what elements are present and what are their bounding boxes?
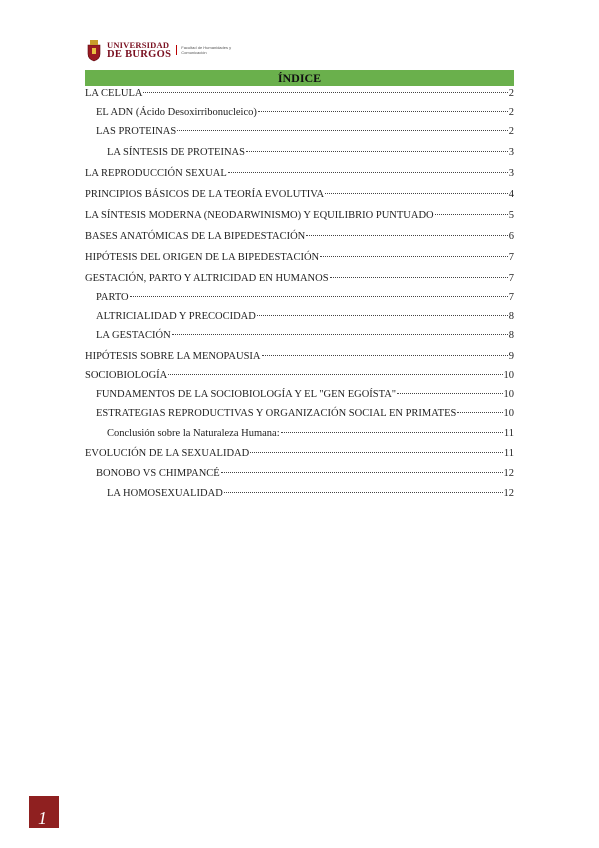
toc-entry[interactable] xyxy=(85,250,514,266)
toc-entry[interactable] xyxy=(85,368,514,384)
toc-leader-dots xyxy=(457,412,502,413)
toc-entry-label: EVOLUCIÓN DE LA SEXUALIDAD xyxy=(85,448,250,459)
toc-leader-dots xyxy=(224,492,503,493)
university-crest-icon xyxy=(85,38,103,62)
toc-entry[interactable] xyxy=(107,426,514,442)
university-name-line1: UNIVERSIDAD xyxy=(107,40,170,50)
toc-entry[interactable] xyxy=(85,349,514,365)
toc-leader-dots xyxy=(168,374,502,375)
toc-entry-page: 6 xyxy=(508,231,514,242)
toc-entry-page: 2 xyxy=(508,88,514,99)
toc-entry-page: 3 xyxy=(508,147,514,158)
toc-leader-dots xyxy=(172,334,508,335)
toc-entry[interactable] xyxy=(96,406,514,422)
toc-leader-dots xyxy=(250,452,503,453)
toc-entry-page: 12 xyxy=(503,488,514,499)
toc-entry-label: LA SÍNTESIS DE PROTEINAS xyxy=(107,147,245,158)
toc-entry-label: LA GESTACIÓN xyxy=(96,330,171,341)
toc-entry-page: 11 xyxy=(503,448,514,459)
toc-entry[interactable] xyxy=(96,124,514,140)
toc-entry[interactable] xyxy=(96,290,514,306)
toc-entry[interactable] xyxy=(85,86,514,102)
toc-leader-dots xyxy=(435,214,508,215)
toc-entry-label: PRINCIPIOS BÁSICOS DE LA TEORÍA EVOLUTIVA xyxy=(85,189,325,200)
university-name xyxy=(107,41,171,59)
toc-entry-page: 12 xyxy=(503,468,514,479)
toc-entry[interactable] xyxy=(107,145,514,161)
university-header xyxy=(85,36,231,64)
toc-entry-page: 7 xyxy=(508,273,514,284)
toc-entry-label: HIPÓTESIS SOBRE LA MENOPAUSIA xyxy=(85,351,261,362)
toc-entry-page: 2 xyxy=(508,107,514,118)
toc-leader-dots xyxy=(221,472,503,473)
toc-leader-dots xyxy=(258,111,508,112)
toc-entry-label: LA HOMOSEXUALIDAD xyxy=(107,488,223,499)
toc-entry[interactable] xyxy=(107,486,514,502)
toc-entry-label: Conclusión sobre la Naturaleza Humana: xyxy=(107,428,280,439)
toc-entry[interactable] xyxy=(85,271,514,287)
toc-entry-page: 7 xyxy=(508,252,514,263)
university-name-line2: DE BURGOS xyxy=(107,49,172,60)
toc-leader-dots xyxy=(320,256,508,257)
toc-entry-page: 8 xyxy=(508,311,514,322)
toc-entry[interactable] xyxy=(85,166,514,182)
toc-entry[interactable] xyxy=(96,466,514,482)
toc-leader-dots xyxy=(228,172,508,173)
toc-leader-dots xyxy=(330,277,508,278)
toc-entry-label: HIPÓTESIS DEL ORIGEN DE LA BIPEDESTACIÓN xyxy=(85,252,320,263)
toc-leader-dots xyxy=(281,432,503,433)
toc-entry-label: ALTRICIALIDAD Y PRECOCIDAD xyxy=(96,311,256,322)
toc-entry-label: PARTO xyxy=(96,292,129,303)
toc-entry-page: 9 xyxy=(508,351,514,362)
toc-entry-label: BASES ANATÓMICAS DE LA BIPEDESTACIÓN xyxy=(85,231,306,242)
toc-entry-label: GESTACIÓN, PARTO Y ALTRICIDAD EN HUMANOS xyxy=(85,273,329,284)
toc-leader-dots xyxy=(262,355,508,356)
toc-entry[interactable] xyxy=(96,105,514,121)
toc-entry-page: 10 xyxy=(503,408,514,419)
toc-entry-label: LA CELULA xyxy=(85,88,143,99)
toc-entry-label: ESTRATEGIAS REPRODUCTIVAS Y ORGANIZACIÓN SOCIAL EN PRIMATES xyxy=(96,408,457,419)
toc-entry[interactable] xyxy=(85,229,514,245)
toc-entry-page: 4 xyxy=(508,189,514,200)
toc-leader-dots xyxy=(306,235,507,236)
toc-entry[interactable] xyxy=(96,309,514,325)
toc-entry-label: LA REPRODUCCIÓN SEXUAL xyxy=(85,168,227,179)
toc-entry-label: LAS PROTEINAS xyxy=(96,126,177,137)
toc-leader-dots xyxy=(130,296,508,297)
toc-leader-dots xyxy=(257,315,508,316)
toc-entry-page: 10 xyxy=(503,370,514,381)
toc-entry[interactable] xyxy=(85,187,514,203)
faculty-name: Facultad de Humanidades y Comunicación xyxy=(176,45,231,55)
toc-entry[interactable] xyxy=(96,328,514,344)
toc-entry-page: 11 xyxy=(503,428,514,439)
toc-entry[interactable] xyxy=(85,446,514,462)
toc-entry-label: LA SÍNTESIS MODERNA (NEODARWINISMO) Y EQUILIBRIO PUNTUADO xyxy=(85,210,434,221)
toc-leader-dots xyxy=(246,151,508,152)
toc-entry-page: 5 xyxy=(508,210,514,221)
toc-entry-label: EL ADN (Ácido Desoxirribonucleico) xyxy=(96,107,257,118)
page-number: 1 xyxy=(38,808,47,828)
toc-leader-dots xyxy=(177,130,508,131)
toc-entry-page: 8 xyxy=(508,330,514,341)
toc-entry-page: 7 xyxy=(508,292,514,303)
toc-entry-label: FUNDAMENTOS DE LA SOCIOBIOLOGÍA Y EL "GEN EGOÍSTA" xyxy=(96,389,397,400)
toc-entry-label: SOCIOBIOLOGÍA xyxy=(85,370,168,381)
toc-leader-dots xyxy=(325,193,508,194)
toc-leader-dots xyxy=(397,393,502,394)
toc-title: ÍNDICE xyxy=(85,70,514,86)
toc-leader-dots xyxy=(143,92,507,93)
toc-entry-page: 3 xyxy=(508,168,514,179)
toc-entry[interactable] xyxy=(85,208,514,224)
toc-entry-label: BONOBO VS CHIMPANCÉ xyxy=(96,468,220,479)
toc-entry-page: 10 xyxy=(503,389,514,400)
toc-entry[interactable] xyxy=(96,387,514,403)
toc-entry-page: 2 xyxy=(508,126,514,137)
